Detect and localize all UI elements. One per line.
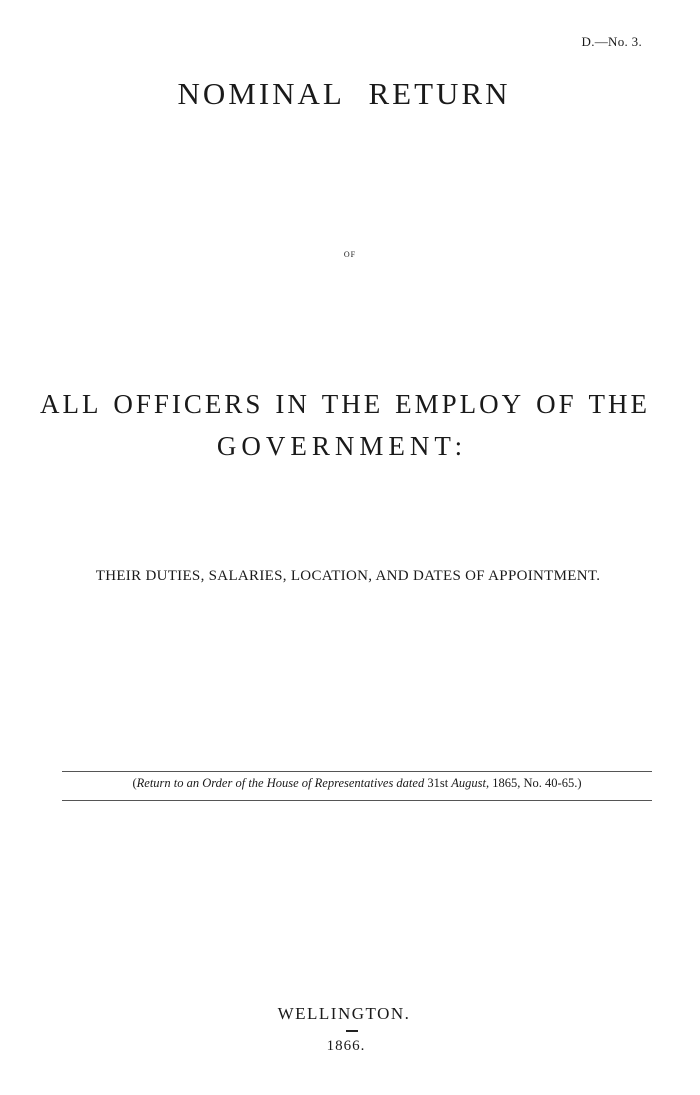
document-title: NOMINAL RETURN xyxy=(177,76,511,111)
title-line-2: GOVERNMENT: xyxy=(216,431,468,461)
imprint-place: WELLINGTON. xyxy=(277,1004,411,1023)
divider-top xyxy=(62,771,652,772)
title-word: ALL xyxy=(40,389,102,419)
note-date-day: 31st xyxy=(427,776,449,790)
title-word: THE xyxy=(321,389,384,419)
document-subtitle: THEIR DUTIES, SALARIES, LOCATION, AND DATES OF APPOINTMENT. xyxy=(95,568,601,584)
title-word: EMPLOY xyxy=(395,389,525,419)
document-reference: D.—No. 3. xyxy=(581,34,642,49)
note-text: Return to an Order of the House of Representatives dated xyxy=(136,776,425,790)
title-line-1 xyxy=(40,389,650,420)
note-reference: 1865, No. 40-65.) xyxy=(492,776,582,790)
title-word: OF xyxy=(536,389,577,419)
order-note xyxy=(62,776,652,791)
note-date-month: August, xyxy=(451,776,490,790)
title-connector: OF xyxy=(343,250,357,259)
imprint-year: 1866. xyxy=(326,1038,366,1054)
title-word: OFFICERS xyxy=(113,389,264,419)
divider-bottom xyxy=(62,800,652,801)
title-word: IN xyxy=(275,389,310,419)
imprint-dash xyxy=(346,1030,358,1032)
note-open: ( xyxy=(132,776,137,790)
title-word: THE xyxy=(588,389,650,419)
